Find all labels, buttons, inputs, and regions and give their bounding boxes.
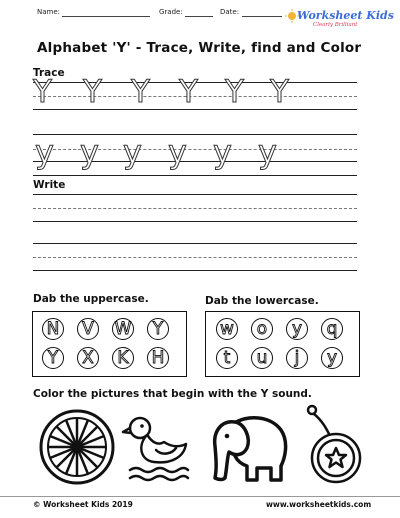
dab-letter-circle[interactable]: j (286, 347, 308, 369)
dab-letter-circle[interactable]: H (147, 347, 169, 369)
dab-letter-circle[interactable]: t (216, 347, 238, 369)
trace-upper-letter[interactable]: Y (225, 74, 244, 110)
trace-lower-letter[interactable]: y (123, 133, 142, 171)
grade-line[interactable] (185, 16, 213, 17)
dab-letter-circle[interactable]: w (216, 318, 238, 340)
logo-text: Worksheet Kids (297, 9, 394, 22)
name-line[interactable] (62, 16, 150, 17)
trace-lower-letter[interactable]: y (168, 133, 187, 171)
dab-letter-circle[interactable]: u (251, 347, 273, 369)
name-label: Name: (37, 8, 61, 16)
wheel-icon[interactable] (38, 408, 116, 486)
color-instruction: Color the pictures that begin with the Y sound. (33, 388, 312, 400)
duck-icon[interactable] (120, 412, 194, 486)
logo-tagline: Clearly Brilliant (313, 22, 358, 28)
dab-letter-circle[interactable]: y (321, 347, 343, 369)
dab-letter-circle[interactable]: y (286, 318, 308, 340)
write-line[interactable] (33, 194, 357, 195)
dab-letter-circle[interactable]: K (112, 347, 134, 369)
dab-uppercase-box (32, 311, 187, 377)
write-line[interactable] (33, 270, 357, 271)
write-line[interactable] (33, 221, 357, 222)
trace-lower-letter[interactable]: y (35, 133, 54, 171)
dab-letter-circle[interactable]: Y (42, 347, 64, 369)
dab-letter-circle[interactable]: q (321, 318, 343, 340)
dab-letter-circle[interactable]: N (42, 318, 64, 340)
write-label: Write (33, 179, 66, 191)
trace-lower-letter[interactable]: y (258, 133, 277, 171)
trace-upper-letter[interactable]: Y (270, 74, 289, 110)
footer-website[interactable]: www.worksheetkids.com (266, 500, 372, 509)
dab-letter-circle[interactable]: X (77, 347, 99, 369)
trace-upper-letter[interactable]: Y (131, 74, 150, 110)
worksheet-title: Alphabet 'Y' - Trace, Write, find and Color (37, 40, 362, 56)
dab-letter-circle[interactable]: o (251, 318, 273, 340)
trace-upper-letter[interactable]: Y (179, 74, 198, 110)
dab-lowercase-box (205, 311, 360, 377)
write-line[interactable] (33, 208, 357, 209)
yoyo-icon[interactable] (300, 404, 370, 488)
write-line[interactable] (33, 257, 357, 258)
dab-letter-circle[interactable]: Y (147, 318, 169, 340)
write-line[interactable] (33, 243, 357, 244)
trace-lower-letter[interactable]: y (213, 133, 232, 171)
date-line[interactable] (242, 16, 282, 17)
trace-label: Trace (33, 67, 65, 79)
footer-divider (0, 496, 400, 497)
dab-letter-circle[interactable]: V (77, 318, 99, 340)
grade-label: Grade: (159, 8, 183, 16)
dab-letter-circle[interactable]: W (112, 318, 134, 340)
footer-copyright: © Worksheet Kids 2019 (33, 500, 133, 509)
trace-upper-letter[interactable]: Y (83, 74, 102, 110)
elephant-icon[interactable] (205, 410, 291, 486)
worksheet-kids-logo (283, 6, 394, 32)
trace-upper-letter[interactable]: Y (33, 74, 52, 110)
trace-lower-letter[interactable]: y (80, 133, 99, 171)
dab-uppercase-label: Dab the uppercase. (33, 293, 149, 305)
date-label: Date: (220, 8, 240, 16)
trace-lower-desc-line (33, 175, 357, 176)
dab-lowercase-label: Dab the lowercase. (205, 295, 319, 307)
